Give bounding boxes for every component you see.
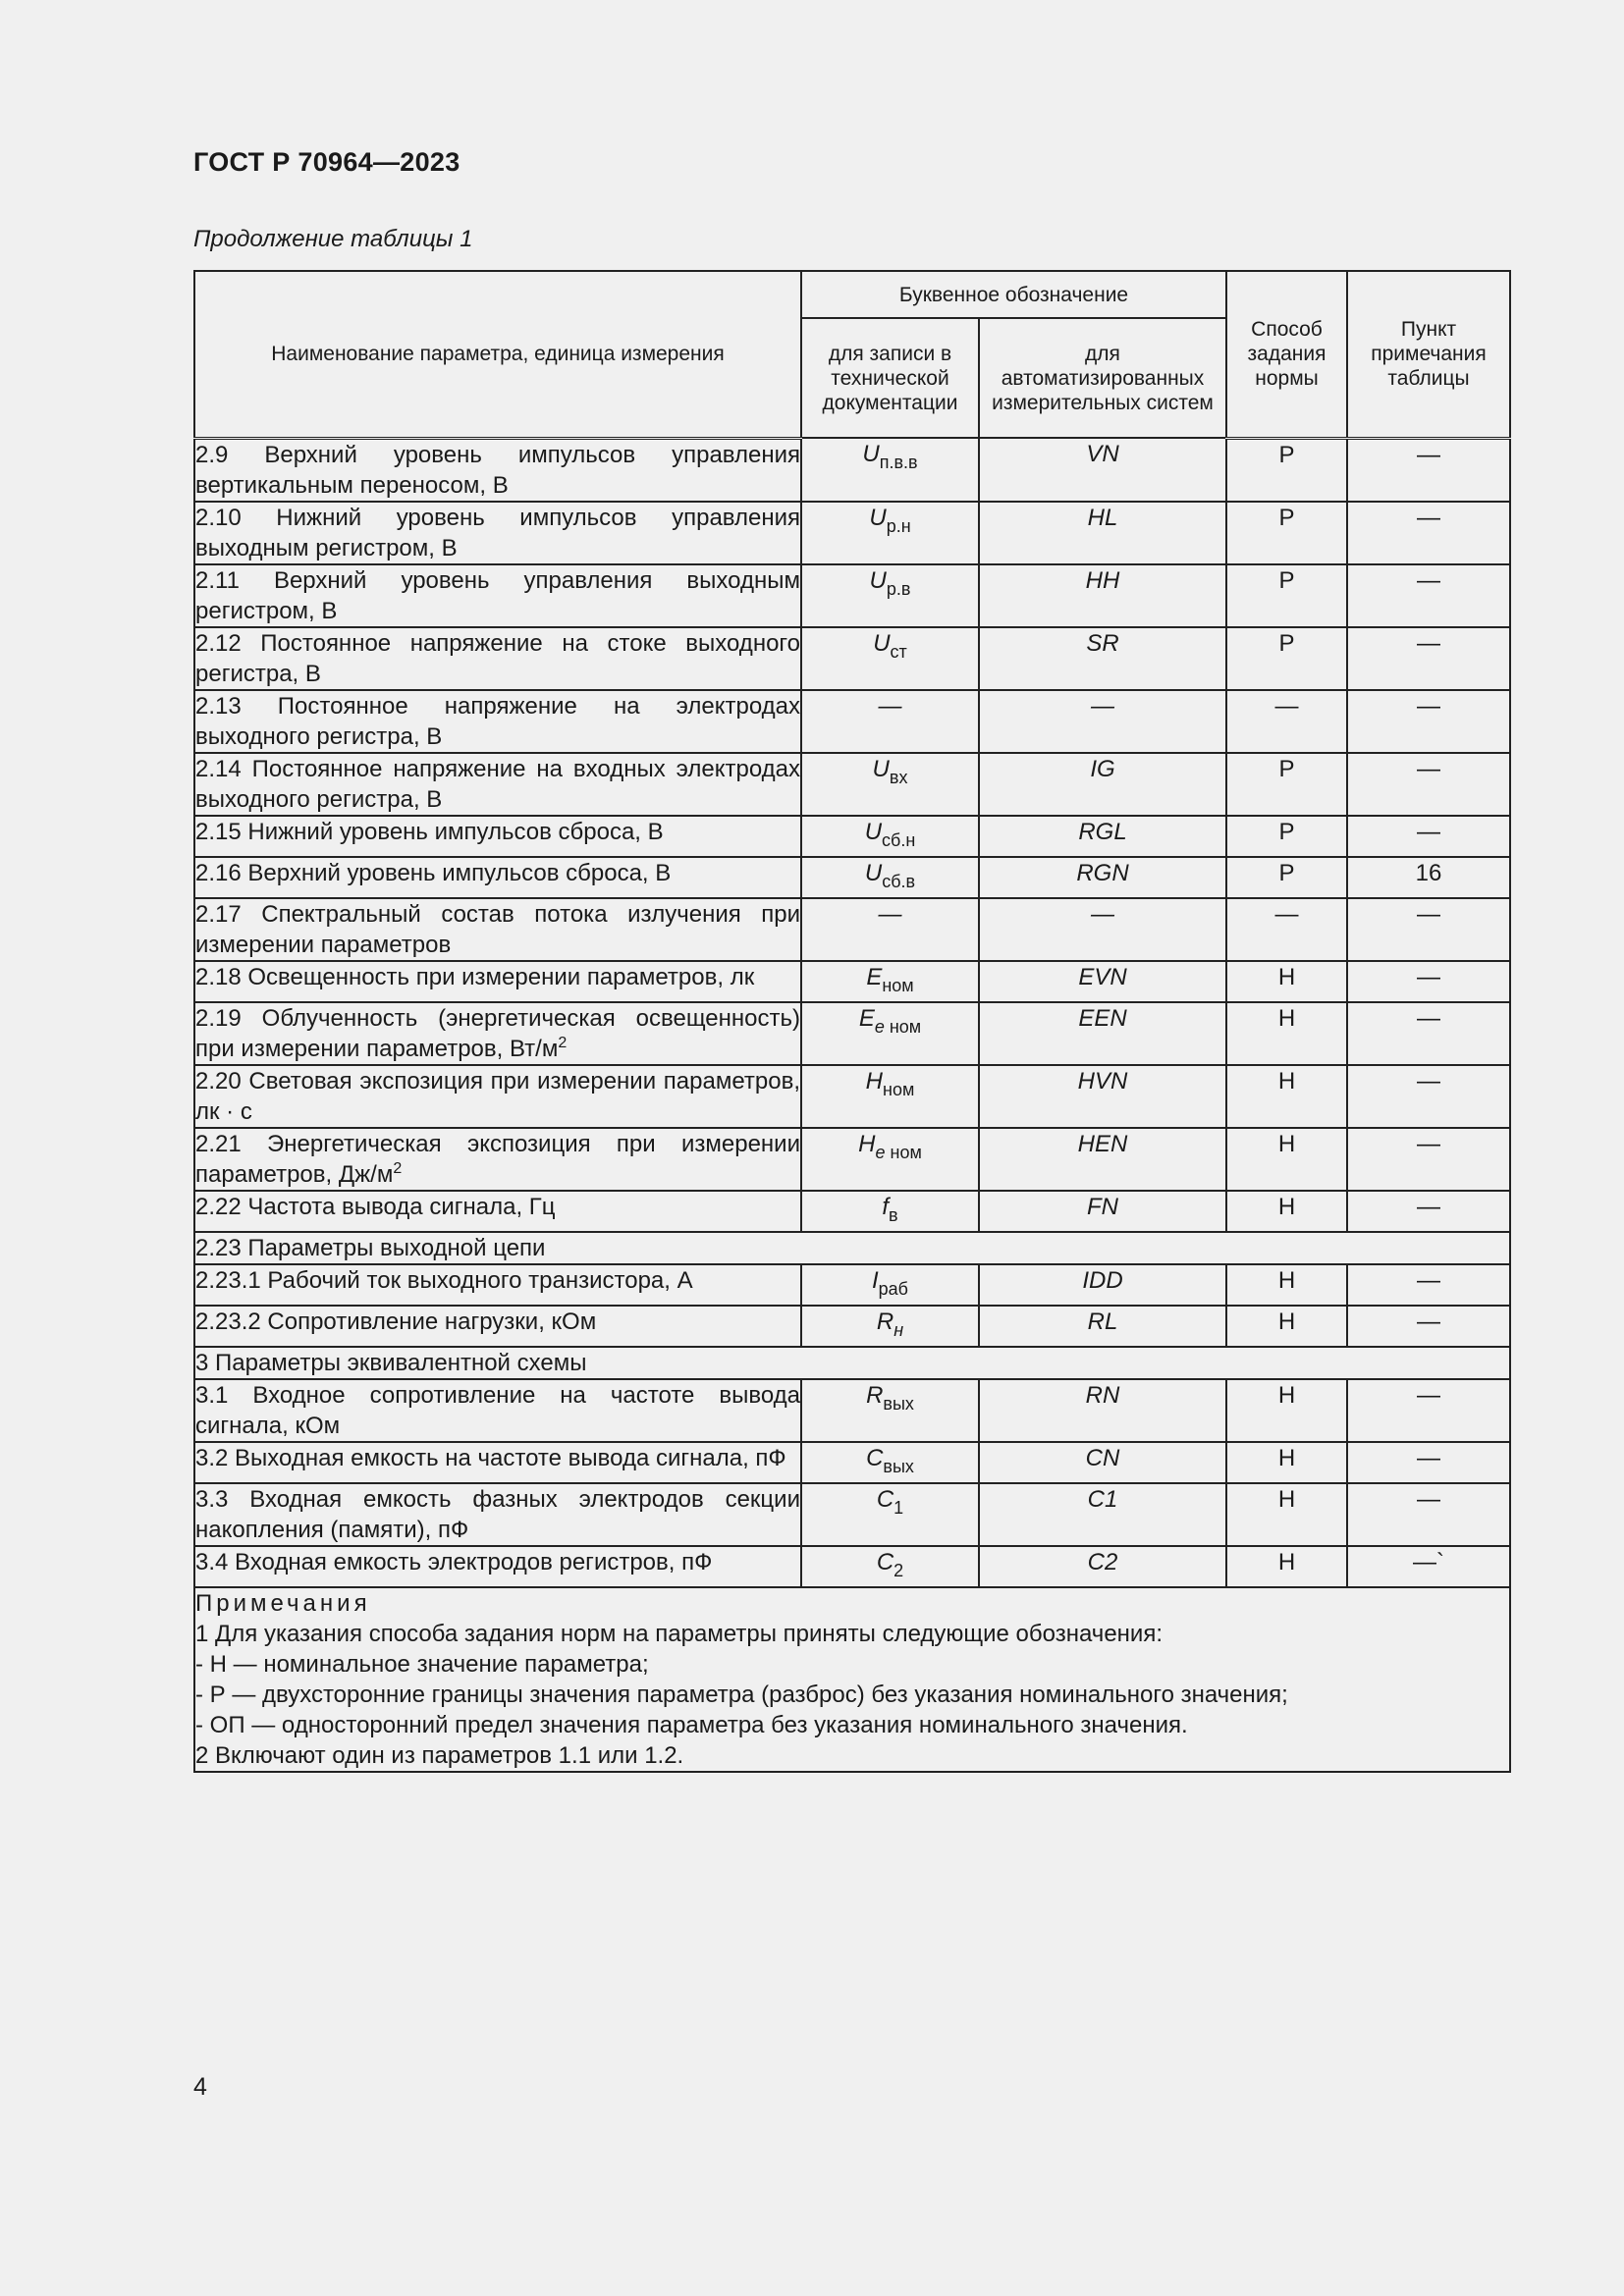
norm-method: Р [1226, 502, 1347, 564]
table-row [194, 857, 1510, 898]
symbol-subscript-italic: e [874, 1016, 885, 1037]
table-row [194, 438, 1510, 502]
note-reference: — [1347, 1306, 1510, 1347]
parameter-name-text: 2.13 Постоянное напряжение на электродах выходного регистра, В [195, 692, 800, 750]
symbol-subscript [883, 1394, 914, 1414]
auto-system-code: HEN [979, 1128, 1226, 1191]
table-row [194, 1483, 1510, 1546]
table-row [194, 753, 1510, 816]
header-auto-sys: для автоматизированных измерительных систем [979, 318, 1226, 438]
symbol-subscript [880, 453, 918, 472]
parameter-name [194, 961, 801, 1002]
header-tech-doc: для записи в технической документации [801, 318, 979, 438]
auto-system-code: FN [979, 1191, 1226, 1232]
symbol-subscript [893, 1498, 903, 1518]
note-reference: — [1347, 961, 1510, 1002]
symbol-subscript-text: вх [889, 767, 908, 787]
symbol-letter: U [864, 818, 883, 845]
note-reference: 16 [1347, 857, 1510, 898]
note-reference: — [1347, 1483, 1510, 1546]
symbol-subscript [879, 1279, 908, 1299]
note-reference: — [1347, 1002, 1510, 1065]
table-row [194, 1002, 1510, 1065]
auto-system-code: IDD [979, 1264, 1226, 1306]
symbol-subscript [889, 1205, 898, 1225]
symbol-letter: C [876, 1485, 894, 1513]
parameter-name-text: 2.20 Световая экспозиция при измерении параметров, лк · с [195, 1067, 800, 1125]
norm-method: Н [1226, 1065, 1347, 1128]
table-row [194, 1128, 1510, 1191]
parameter-name-text: 2.23.2 Сопротивление нагрузки, кОм [195, 1308, 597, 1335]
parameter-name [194, 1002, 801, 1065]
tech-doc-symbol [801, 1306, 979, 1347]
symbol-letter: R [876, 1308, 894, 1335]
norm-method: Р [1226, 627, 1347, 690]
parameter-name-text: 2.11 Верхний уровень управления выходным регистром, В [195, 566, 800, 624]
parameters-table [193, 270, 1511, 1773]
symbol-subscript-italic: e [875, 1142, 886, 1162]
parameter-name [194, 898, 801, 961]
symbol-letter: H [858, 1130, 876, 1157]
norm-method: Н [1226, 961, 1347, 1002]
symbol-subscript [887, 579, 911, 599]
auto-system-code: RGN [979, 857, 1226, 898]
unit-exponent: 2 [558, 1034, 568, 1051]
symbol-subscript-text: вых [883, 1393, 914, 1414]
symbol-subscript-text: ном [884, 1016, 922, 1037]
symbol-subscript [876, 1143, 922, 1162]
parameter-name [194, 1306, 801, 1347]
note-line: - ОП — односторонний предел значения параметра без указания номинального значения. [195, 1711, 1188, 1738]
table-row [194, 1306, 1510, 1347]
header-letter-group: Буквенное обозначение [801, 271, 1226, 318]
tech-doc-symbol [801, 1128, 979, 1191]
note-reference: — [1347, 816, 1510, 857]
parameter-name-text: 3.2 Выходная емкость на частоте вывода сигнала, пФ [195, 1444, 786, 1471]
symbol-subscript [883, 1080, 914, 1099]
norm-method: Р [1226, 564, 1347, 627]
parameter-name-text: 2.14 Постоянное напряжение на входных электродах выходного регистра, В [195, 755, 800, 813]
parameter-name-text: 2.22 Частота вывода сигнала, Гц [195, 1193, 556, 1220]
parameter-name [194, 1191, 801, 1232]
symbol-letter: U [873, 629, 891, 657]
auto-system-code: — [979, 898, 1226, 961]
note-reference: — [1347, 438, 1510, 502]
tech-doc-symbol [801, 1442, 979, 1483]
symbol-letter: — [878, 692, 902, 720]
auto-system-code: HH [979, 564, 1226, 627]
symbol-subscript-text: ст [890, 641, 907, 662]
table-row [194, 1442, 1510, 1483]
parameter-name [194, 1546, 801, 1587]
auto-system-code: — [979, 690, 1226, 753]
symbol-subscript-text: п.в.в [879, 453, 918, 472]
parameter-name [194, 690, 801, 753]
auto-system-code: IG [979, 753, 1226, 816]
norm-method: Н [1226, 1483, 1347, 1546]
note-reference: — [1347, 1065, 1510, 1128]
parameter-name [194, 1442, 801, 1483]
auto-system-code: C1 [979, 1483, 1226, 1546]
symbol-letter: U [864, 859, 883, 886]
tech-doc-symbol [801, 1379, 979, 1442]
parameter-name-text: 3.1 Входное сопротивление на частоте вывода сигнала, кОм [195, 1381, 800, 1439]
parameter-name-text: 2.12 Постоянное напряжение на стоке выходного регистра, В [195, 629, 800, 687]
parameter-name-text: 2.10 Нижний уровень импульсов управления выходным регистром, В [195, 504, 800, 561]
auto-system-code: CN [979, 1442, 1226, 1483]
symbol-letter: E [866, 963, 883, 990]
norm-method: Н [1226, 1128, 1347, 1191]
tech-doc-symbol [801, 961, 979, 1002]
header-note-item: Пункт примечания таблицы [1347, 271, 1510, 438]
tech-doc-symbol [801, 857, 979, 898]
parameter-name [194, 502, 801, 564]
symbol-subscript-text: р.в [886, 578, 911, 599]
parameter-name-text: 3.4 Входная емкость электродов регистров, пФ [195, 1548, 713, 1575]
tech-doc-symbol [801, 1264, 979, 1306]
norm-method: Р [1226, 753, 1347, 816]
parameter-name-text: 2.23.1 Рабочий ток выходного транзистора, А [195, 1266, 693, 1294]
note-reference: — [1347, 627, 1510, 690]
auto-system-code: SR [979, 627, 1226, 690]
parameter-name [194, 1379, 801, 1442]
parameter-name [194, 816, 801, 857]
header-name: Наименование параметра, единица измерения [194, 271, 801, 438]
tech-doc-symbol [801, 1002, 979, 1065]
symbol-subscript [893, 1320, 903, 1340]
note-reference: — [1347, 1128, 1510, 1191]
symbol-letter: E [858, 1004, 875, 1032]
parameter-name [194, 857, 801, 898]
table-row [194, 1347, 1510, 1379]
table-row [194, 690, 1510, 753]
note-reference: — [1347, 1379, 1510, 1442]
auto-system-code: HVN [979, 1065, 1226, 1128]
symbol-subscript-text: ном [885, 1142, 922, 1162]
symbol-subscript-text: ном [882, 975, 914, 995]
table-row [194, 1065, 1510, 1128]
tech-doc-symbol [801, 502, 979, 564]
parameter-name [194, 1128, 801, 1191]
symbol-subscript-text: 1 [893, 1497, 904, 1518]
symbol-subscript-text: ном [883, 1079, 915, 1099]
table-notes [194, 1587, 1510, 1772]
parameter-name [194, 1065, 801, 1128]
note-line: - Р — двухсторонние границы значения параметра (разброс) без указания номинального значения; [195, 1681, 1288, 1708]
symbol-letter: U [872, 755, 890, 782]
tech-doc-symbol [801, 627, 979, 690]
tech-doc-symbol [801, 690, 979, 753]
note-reference: — [1347, 898, 1510, 961]
table-row [194, 1546, 1510, 1587]
table-row [194, 564, 1510, 627]
parameter-name-text: 3.3 Входная емкость фазных электродов секции накопления (памяти), пФ [195, 1485, 800, 1543]
parameter-name-text: 2.18 Освещенность при измерении параметров, лк [195, 963, 755, 990]
norm-method: Н [1226, 1264, 1347, 1306]
auto-system-code: VN [979, 438, 1226, 502]
symbol-subscript-text: раб [878, 1278, 908, 1299]
tech-doc-symbol [801, 564, 979, 627]
symbol-subscript [882, 872, 915, 891]
norm-method: Н [1226, 1191, 1347, 1232]
norm-method: Р [1226, 438, 1347, 502]
symbol-letter: U [869, 504, 887, 531]
note-line: 1 Для указания способа задания норм на параметры приняты следующие обозначения: [195, 1620, 1163, 1647]
note-line: - Н — номинальное значение параметра; [195, 1650, 649, 1678]
parameter-name-text: 2.15 Нижний уровень импульсов сброса, В [195, 818, 664, 845]
tech-doc-symbol [801, 816, 979, 857]
table-row [194, 898, 1510, 961]
parameter-name-text: 2.19 Облученность (энергетическая освещенность) при измерении параметров, Вт/м [195, 1004, 800, 1062]
symbol-subscript-text: вых [883, 1456, 914, 1476]
symbol-subscript [893, 1561, 903, 1580]
section-header: 3 Параметры эквивалентной схемы [194, 1347, 1510, 1379]
parameter-name [194, 564, 801, 627]
parameter-name [194, 627, 801, 690]
parameter-name-text: 2.16 Верхний уровень импульсов сброса, В [195, 859, 672, 886]
note-reference: — [1347, 564, 1510, 627]
parameter-name [194, 753, 801, 816]
page-number: 4 [193, 2073, 207, 2101]
note-reference: — [1347, 502, 1510, 564]
notes-heading: Примечания [195, 1589, 371, 1617]
table-row [194, 627, 1510, 690]
table-row [194, 502, 1510, 564]
symbol-letter: C [866, 1444, 884, 1471]
table-row [194, 1191, 1510, 1232]
symbol-subscript-italic: н [893, 1319, 904, 1340]
parameter-name [194, 438, 801, 502]
note-reference: — [1347, 753, 1510, 816]
tech-doc-symbol [801, 753, 979, 816]
table-row [194, 1379, 1510, 1442]
note-reference: — [1347, 690, 1510, 753]
parameter-name-text: 2.21 Энергетическая экспозиция при измерении параметров, Дж/м [195, 1130, 800, 1188]
section-header: 2.23 Параметры выходной цепи [194, 1232, 1510, 1264]
symbol-letter: H [865, 1067, 883, 1095]
symbol-subscript [890, 768, 908, 787]
tech-doc-symbol [801, 1191, 979, 1232]
note-reference: — [1347, 1442, 1510, 1483]
norm-method: — [1226, 898, 1347, 961]
auto-system-code: RN [979, 1379, 1226, 1442]
symbol-subscript [875, 1017, 921, 1037]
table-body [194, 438, 1510, 1587]
table-row [194, 1232, 1510, 1264]
symbol-subscript-text: р.н [886, 515, 911, 536]
symbol-subscript-text: 2 [893, 1560, 904, 1580]
table-caption: Продолжение таблицы 1 [193, 226, 473, 252]
parameter-name-text: 2.9 Верхний уровень импульсов управления вертикальным переносом, В [195, 441, 800, 499]
norm-method: Н [1226, 1379, 1347, 1442]
auto-system-code: RL [979, 1306, 1226, 1347]
parameter-name-text: 2.17 Спектральный состав потока излучения при измерении параметров [195, 900, 800, 958]
norm-method: Н [1226, 1002, 1347, 1065]
symbol-subscript [891, 642, 907, 662]
auto-system-code: EVN [979, 961, 1226, 1002]
auto-system-code: EEN [979, 1002, 1226, 1065]
symbol-subscript [883, 1457, 914, 1476]
symbol-subscript-text: в [889, 1204, 898, 1225]
tech-doc-symbol [801, 438, 979, 502]
note-reference: — [1347, 1191, 1510, 1232]
symbol-subscript [882, 976, 913, 995]
symbol-letter: C [876, 1548, 894, 1575]
symbol-subscript-text: сб.в [882, 871, 916, 891]
symbol-letter: f [882, 1193, 890, 1220]
tech-doc-symbol [801, 1065, 979, 1128]
unit-exponent: 2 [393, 1159, 403, 1177]
norm-method: — [1226, 690, 1347, 753]
norm-method: Р [1226, 857, 1347, 898]
norm-method: Н [1226, 1306, 1347, 1347]
table-row [194, 961, 1510, 1002]
symbol-letter: I [871, 1266, 879, 1294]
note-reference: — [1347, 1264, 1510, 1306]
norm-method: Р [1226, 816, 1347, 857]
symbol-letter: — [878, 900, 902, 928]
document-title: ГОСТ Р 70964—2023 [193, 147, 460, 177]
symbol-subscript-text: сб.н [882, 829, 916, 850]
tech-doc-symbol [801, 1483, 979, 1546]
auto-system-code: RGL [979, 816, 1226, 857]
symbol-subscript [887, 516, 911, 536]
symbol-letter: R [866, 1381, 884, 1409]
note-reference: —` [1347, 1546, 1510, 1587]
norm-method: Н [1226, 1442, 1347, 1483]
table-row [194, 1264, 1510, 1306]
norm-method: Н [1226, 1546, 1347, 1587]
symbol-letter: U [862, 441, 880, 467]
parameter-name [194, 1264, 801, 1306]
tech-doc-symbol [801, 1546, 979, 1587]
header-method: Способ задания нормы [1226, 271, 1347, 438]
table-row [194, 816, 1510, 857]
symbol-letter: U [869, 566, 887, 594]
symbol-subscript [882, 830, 915, 850]
note-line: 2 Включают один из параметров 1.1 или 1.2. [195, 1741, 684, 1769]
auto-system-code: HL [979, 502, 1226, 564]
auto-system-code: C2 [979, 1546, 1226, 1587]
tech-doc-symbol [801, 898, 979, 961]
parameter-name [194, 1483, 801, 1546]
